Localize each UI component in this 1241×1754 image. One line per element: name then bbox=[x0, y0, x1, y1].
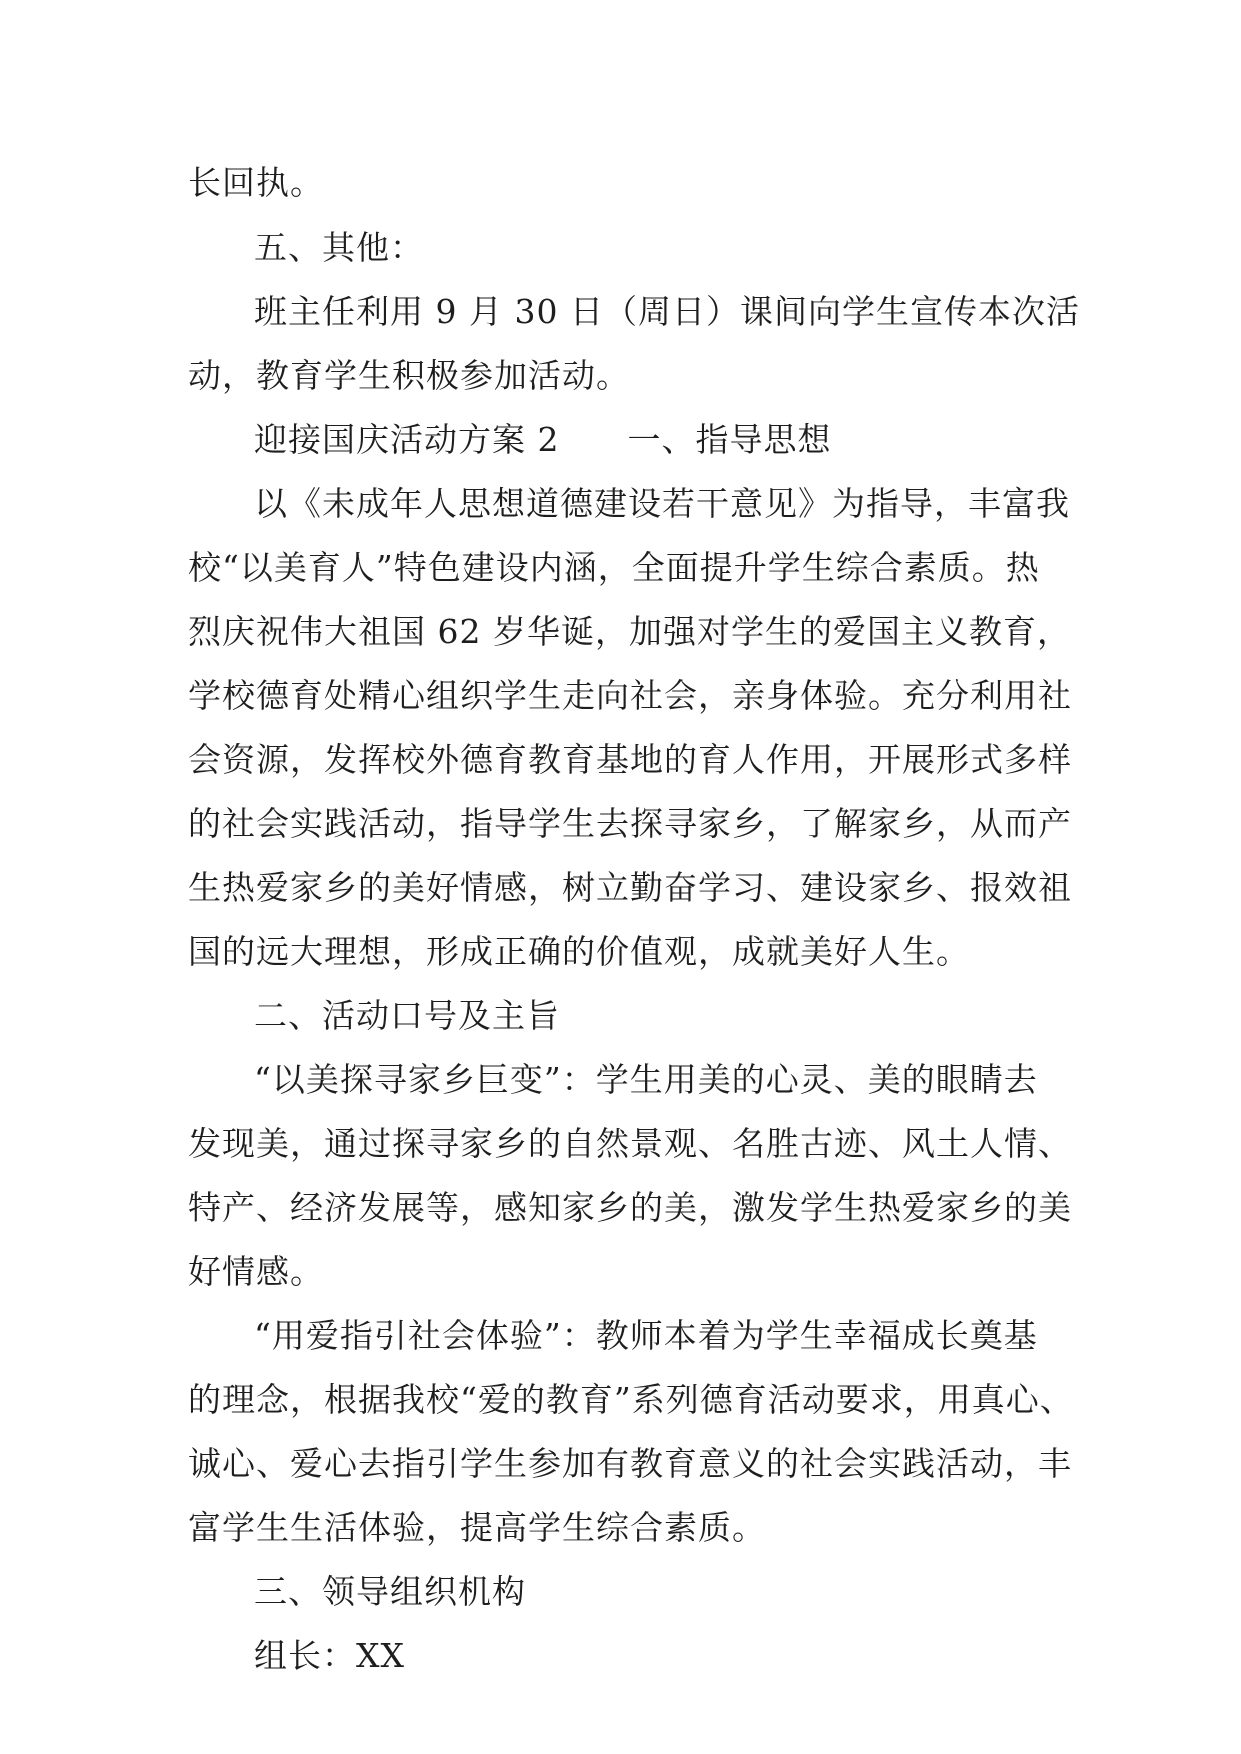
text-line: 会资源，发挥校外德育教育基地的育人作用，开展形式多样 bbox=[188, 740, 1072, 779]
text-line: 班主任利用 9 月 30 日（周日）课间向学生宣传本次活 bbox=[254, 292, 1080, 331]
text-line: “用爱指引社会体验”：教师本着为学生幸福成长奠基 bbox=[254, 1316, 1038, 1355]
text-line: 长回执。 bbox=[188, 163, 324, 202]
text-line: 的社会实践活动，指导学生去探寻家乡，了解家乡，从而产 bbox=[188, 804, 1072, 843]
text-line: 特产、经济发展等，感知家乡的美，激发学生热爱家乡的美 bbox=[188, 1188, 1072, 1227]
text-line: 好情感。 bbox=[188, 1252, 324, 1291]
text-line: 以《未成年人思想道德建设若干意见》为指导，丰富我 bbox=[254, 484, 1070, 523]
text-line: 富学生生活体验，提高学生综合素质。 bbox=[188, 1508, 766, 1547]
text-line: 生热爱家乡的美好情感，树立勤奋学习、建设家乡、报效祖 bbox=[188, 868, 1072, 907]
text-line: 国的远大理想，形成正确的价值观，成就美好人生。 bbox=[188, 932, 970, 971]
text-line: 诚心、爱心去指引学生参加有教育意义的社会实践活动，丰 bbox=[188, 1444, 1072, 1483]
text-line: 发现美，通过探寻家乡的自然景观、名胜古迹、风土人情、 bbox=[188, 1124, 1072, 1163]
text-line: 组长：XX bbox=[254, 1636, 405, 1675]
section-heading-slogan: 二、活动口号及主旨 bbox=[254, 996, 560, 1035]
text-line: 校“以美育人”特色建设内涵，全面提升学生综合素质。热 bbox=[188, 548, 1040, 587]
text-line: 烈庆祝伟大祖国 62 岁华诞，加强对学生的爱国主义教育， bbox=[188, 612, 1071, 651]
text-line: “以美探寻家乡巨变”：学生用美的心灵、美的眼睛去 bbox=[254, 1060, 1038, 1099]
section-heading-other: 五、其他： bbox=[254, 228, 424, 267]
text-line: 的理念，根据我校“爱的教育”系列德育活动要求，用真心、 bbox=[188, 1380, 1074, 1419]
plan-title: 迎接国庆活动方案 2 一、指导思想 bbox=[254, 420, 832, 459]
text-line: 动，教育学生积极参加活动。 bbox=[188, 356, 630, 395]
text-line: 学校德育处精心组织学生走向社会，亲身体验。充分利用社 bbox=[188, 676, 1072, 715]
section-heading-organization: 三、领导组织机构 bbox=[254, 1572, 526, 1611]
